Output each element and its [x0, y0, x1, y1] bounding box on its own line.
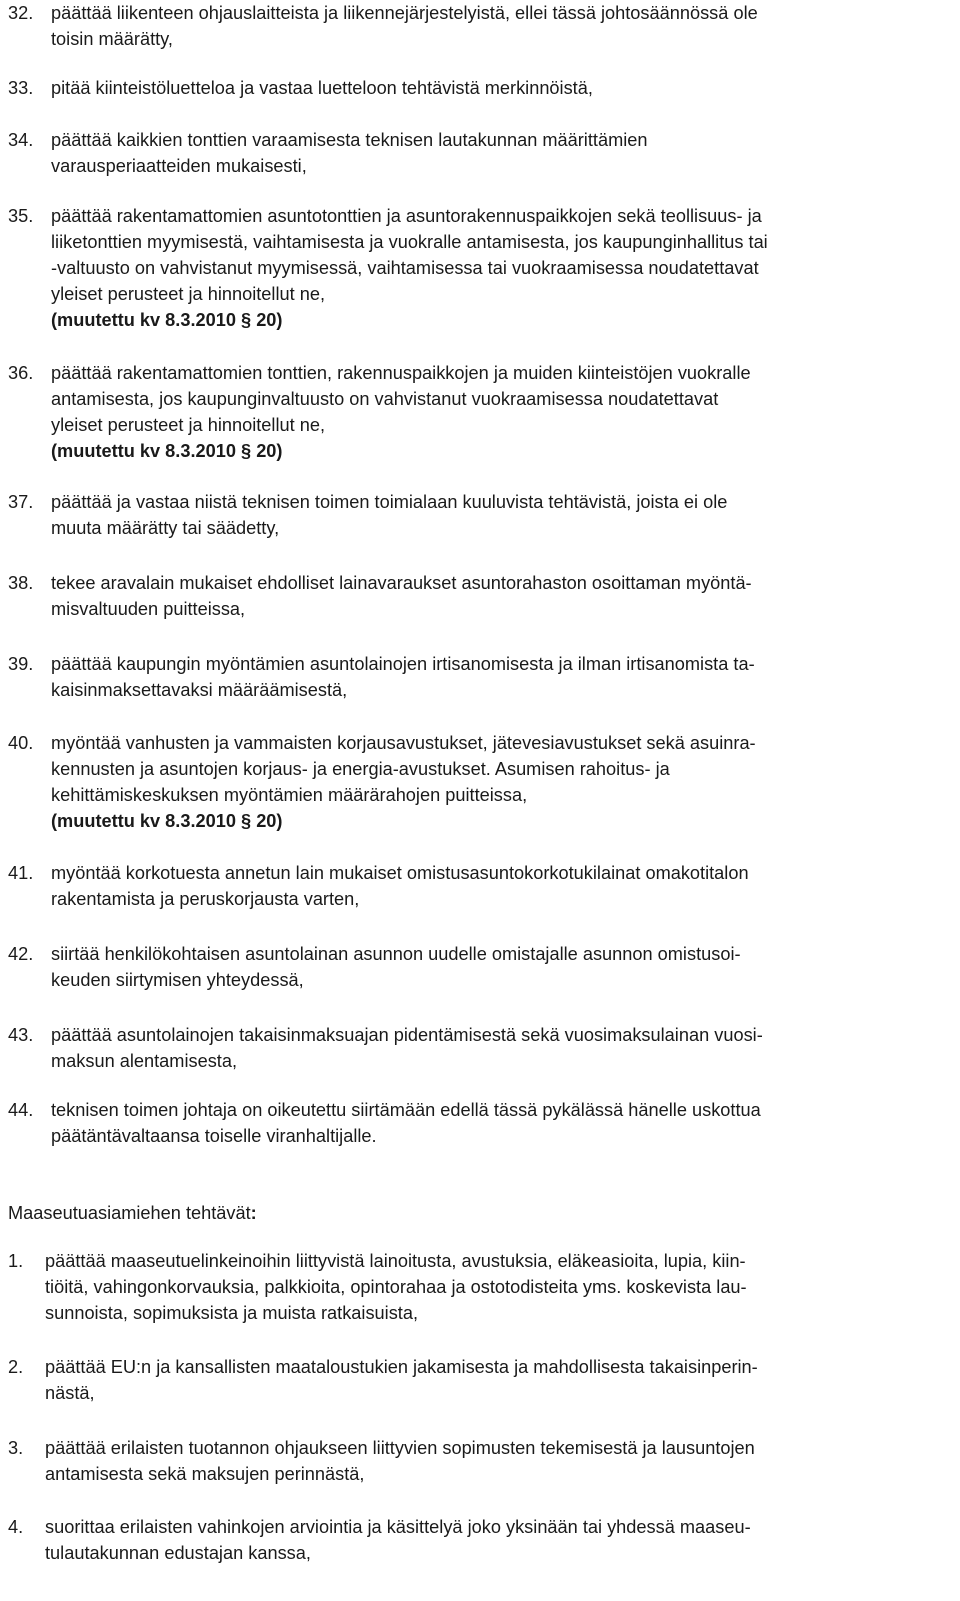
item-number: 36.	[8, 363, 34, 383]
item-text-line: päättää asuntolainojen takaisinmaksuajan pidentämisestä sekä vuosimaksulainan vuosi-	[51, 1025, 763, 1045]
item-text-line: päättää EU:n ja kansallisten maataloustukien jakamisesta ja mahdollisesta takaisinperin-	[45, 1357, 758, 1377]
amendment-note: (muutettu kv 8.3.2010 § 20)	[51, 441, 283, 461]
item-number: 41.	[8, 863, 34, 883]
item-text-line: rakentamista ja peruskorjausta varten,	[51, 889, 360, 909]
item-text-line: liiketonttien myymisestä, vaihtamisesta ja vuokralle antamisesta, jos kaupunginhallitus tai	[51, 232, 768, 252]
item-text-line: tiöitä, vahingonkorvauksia, palkkioita, opintorahaa ja ostotodisteita yms. koskevista lau-	[45, 1277, 747, 1297]
item-number: 42.	[8, 944, 34, 964]
item-text-line: nästä,	[45, 1383, 95, 1403]
item-text-line: antamisesta, jos kaupunginvaltuusto on vahvistanut vuokraamisessa noudatettavat	[51, 389, 719, 409]
item-number: 44.	[8, 1100, 34, 1120]
item-number: 33.	[8, 78, 34, 98]
item-text-line: sunnoista, sopimuksista ja muista ratkaisuista,	[45, 1303, 419, 1323]
item-number: 43.	[8, 1025, 34, 1045]
item-text-line: pitää kiinteistöluetteloa ja vastaa luetteloon tehtävistä merkinnöistä,	[51, 78, 593, 98]
item-text-line: -valtuusto on vahvistanut myymisessä, vaihtamisessa tai vuokraamisessa noudatettavat	[51, 258, 759, 278]
item-text-line: antamisesta sekä maksujen perinnästä,	[45, 1464, 365, 1484]
section-heading-colon: :	[250, 1203, 257, 1223]
item-text-line: päätäntävaltaansa toiselle viranhaltijalle.	[51, 1126, 377, 1146]
item-text-line: siirtää henkilökohtaisen asuntolainan asunnon uudelle omistajalle asunnon omistusoi-	[51, 944, 741, 964]
item-number: 38.	[8, 573, 34, 593]
item-number: 34.	[8, 130, 34, 150]
item-text-line: kennusten ja asuntojen korjaus- ja energia-avustukset. Asumisen rahoitus- ja	[51, 759, 670, 779]
item-number: 35.	[8, 206, 34, 226]
item-text-line: myöntää korkotuesta annetun lain mukaiset omistusasuntokorkotukilainat omakotitalon	[51, 863, 749, 883]
item-number: 40.	[8, 733, 34, 753]
item-number: 32.	[8, 3, 34, 23]
item-text-line: päättää ja vastaa niistä teknisen toimen toimialaan kuuluvista tehtävistä, joista ei ole	[51, 492, 728, 512]
item-text-line: yleiset perusteet ja hinnoitellut ne,	[51, 284, 325, 304]
item-text-line: päättää maaseutuelinkeinoihin liittyvistä lainoitusta, avustuksia, eläkeasioita, lupia, kiin-	[45, 1251, 746, 1271]
item-text-line: tekee aravalain mukaiset ehdolliset lainavaraukset asuntorahaston osoittaman myöntä-	[51, 573, 752, 593]
item-text-line: päättää liikenteen ohjauslaitteista ja liikennejärjestelyistä, ellei tässä johtosäännössä ole	[51, 3, 758, 23]
item-text-line: päättää kaupungin myöntämien asuntolainojen irtisanomisesta ja ilman irtisanomista ta-	[51, 654, 755, 674]
item-number: 1.	[8, 1251, 24, 1271]
item-text-line: päättää rakentamattomien tonttien, rakennuspaikkojen ja muiden kiinteistöjen vuokralle	[51, 363, 751, 383]
section-heading-text: Maaseutuasiamiehen tehtävät	[8, 1203, 251, 1223]
item-text-line: misvaltuuden puitteissa,	[51, 599, 246, 619]
item-text-line: kehittämiskeskuksen myöntämien määrärahojen puitteissa,	[51, 785, 528, 805]
amendment-note: (muutettu kv 8.3.2010 § 20)	[51, 811, 283, 831]
item-text-line: päättää erilaisten tuotannon ohjaukseen liittyvien sopimusten tekemisestä ja lausuntojen	[45, 1438, 755, 1458]
item-text-line: myöntää vanhusten ja vammaisten korjausavustukset, jätevesiavustukset sekä asuinra-	[51, 733, 756, 753]
amendment-note: (muutettu kv 8.3.2010 § 20)	[51, 310, 283, 330]
item-number: 39.	[8, 654, 34, 674]
item-text-line: päättää rakentamattomien asuntotonttien ja asuntorakennuspaikkojen sekä teollisuus- ja	[51, 206, 762, 226]
item-number: 37.	[8, 492, 34, 512]
item-text-line: suorittaa erilaisten vahinkojen arviointia ja käsittelyä joko yksinään tai yhdessä maaseu-	[45, 1517, 751, 1537]
item-text-line: muuta määrätty tai säädetty,	[51, 518, 280, 538]
item-text-line: kaisinmaksettavaksi määräämisestä,	[51, 680, 348, 700]
item-text-line: päättää kaikkien tonttien varaamisesta teknisen lautakunnan määrittämien	[51, 130, 648, 150]
item-text-line: maksun alentamisesta,	[51, 1051, 238, 1071]
item-number: 3.	[8, 1438, 24, 1458]
item-text-line: yleiset perusteet ja hinnoitellut ne,	[51, 415, 325, 435]
item-text-line: toisin määrätty,	[51, 29, 173, 49]
item-number: 2.	[8, 1357, 24, 1377]
item-text-line: varausperiaatteiden mukaisesti,	[51, 156, 307, 176]
item-number: 4.	[8, 1517, 24, 1537]
item-text-line: teknisen toimen johtaja on oikeutettu siirtämään edellä tässä pykälässä hänelle uskottua	[51, 1100, 761, 1120]
item-text-line: tulautakunnan edustajan kanssa,	[45, 1543, 311, 1563]
section-heading	[8, 1200, 257, 1226]
item-text-line: keuden siirtymisen yhteydessä,	[51, 970, 304, 990]
